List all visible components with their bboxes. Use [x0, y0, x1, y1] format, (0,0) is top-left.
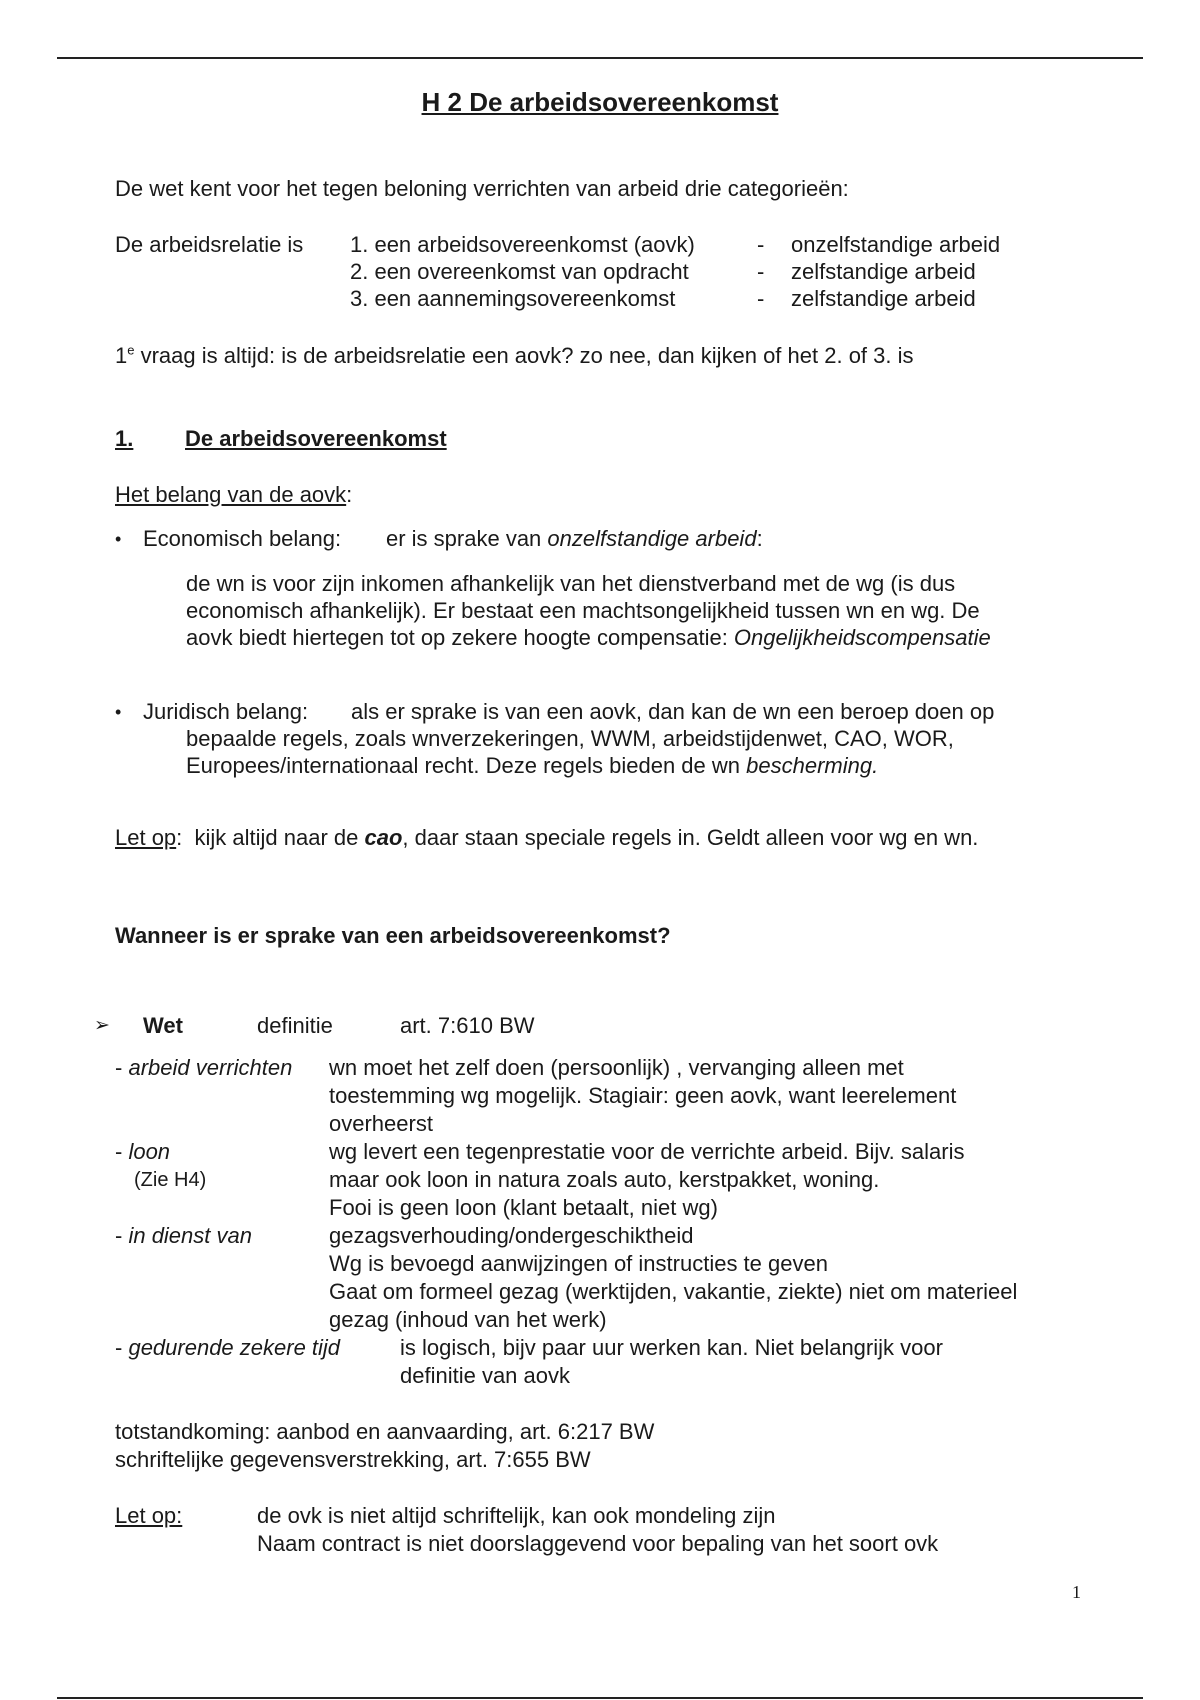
category-1-name: 1. een arbeidsovereenkomst (aovk) — [350, 232, 695, 257]
totstandkoming: totstandkoming: aanbod en aanvaarding, art. 6:217 BW — [115, 1419, 655, 1444]
criterion-dienst-line: Gaat om formeel gezag (werktijden, vakantie, ziekte) niet om materieel — [329, 1279, 1018, 1304]
juridical-line-2: bepaalde regels, zoals wnverzekeringen, WWM, arbeidstijdenwet, CAO, WOR, — [186, 726, 954, 751]
bottom-rule — [57, 1697, 1143, 1699]
wanneer-heading: Wanneer is er sprake van een arbeidsovereenkomst? — [115, 923, 671, 948]
page-title: H 2 De arbeidsovereenkomst — [421, 87, 779, 117]
section-1-title: De arbeidsovereenkomst — [185, 426, 447, 451]
schriftelijke-gegevens: schriftelijke gegevensverstrekking, art. 7:655 BW — [115, 1447, 591, 1472]
criterion-tijd-line: is logisch, bijv paar uur werken kan. Niet belangrijk voor — [400, 1335, 943, 1360]
criterion-loon-line: Fooi is geen loon (klant betaalt, niet wg) — [329, 1195, 718, 1220]
bullet-dot: • — [115, 702, 122, 722]
criterion-loon-label: - loon — [115, 1139, 171, 1164]
juridical-line-3: Europees/internationaal recht. Deze regels bieden de wn bescherming. — [186, 753, 879, 778]
juridical-label: Juridisch belang: — [143, 699, 309, 724]
category-2-dash: - — [757, 259, 765, 284]
category-2-type: zelfstandige arbeid — [791, 259, 976, 284]
category-2-name: 2. een overeenkomst van opdracht — [350, 259, 689, 284]
wet-article: art. 7:610 BW — [400, 1013, 535, 1038]
wet-label: Wet — [143, 1013, 183, 1038]
criterion-dienst-line: gezagsverhouding/ondergeschiktheid — [329, 1223, 694, 1248]
criterion-tijd-line: definitie van aovk — [400, 1363, 570, 1388]
criterion-arbeid-line: toestemming wg mogelijk. Stagiair: geen aovk, want leerelement — [329, 1083, 957, 1108]
criterion-dienst-line: gezag (inhoud van het werk) — [329, 1307, 607, 1332]
category-1-type: onzelfstandige arbeid — [791, 232, 1001, 257]
intro-text: De wet kent voor het tegen beloning verrichten van arbeid drie categorieën: — [115, 176, 849, 201]
criterion-arbeid-label: - arbeid verrichten — [115, 1055, 293, 1080]
criterion-arbeid-line: overheerst — [329, 1111, 433, 1136]
criterion-dienst-label: - in dienst van — [115, 1223, 252, 1248]
category-3-dash: - — [757, 286, 765, 311]
arrow-icon: ➢ — [94, 1015, 110, 1036]
criterion-loon-line: wg levert een tegenprestatie voor de verrichte arbeid. Bijv. salaris — [329, 1139, 965, 1164]
economic-label: Economisch belang: — [143, 526, 342, 551]
relation-label: De arbeidsrelatie is — [115, 232, 304, 257]
category-3-type: zelfstandige arbeid — [791, 286, 976, 311]
letop-line-2: Naam contract is niet doorslaggevend voor bepaling van het soort ovk — [257, 1531, 939, 1556]
economic-lead: er is sprake van onzelfstandige arbeid: — [386, 526, 763, 551]
first-question: 1e vraag is altijd: is de arbeidsrelatie een aovk? zo nee, dan kijken of het 2. of 3. is — [115, 342, 914, 368]
letop-line-1: de ovk is niet altijd schriftelijk, kan ook mondeling zijn — [257, 1503, 776, 1528]
letop-label: Let op: — [115, 1503, 183, 1528]
juridical-line-1: als er sprake is van een aovk, dan kan de wn een beroep doen op — [351, 699, 995, 724]
economic-line-1: de wn is voor zijn inkomen afhankelijk van het dienstverband met de wg (is dus — [186, 571, 956, 596]
criterion-loon-line: maar ook loon in natura zoals auto, kerstpakket, woning. — [329, 1167, 880, 1192]
criterion-tijd-label: - gedurende zekere tijd — [115, 1335, 341, 1360]
economic-line-2: economisch afhankelijk). Er bestaat een machtsongelijkheid tussen wn en wg. De — [186, 598, 980, 623]
belang-heading: Het belang van de aovk: — [115, 482, 353, 507]
letop-cao: Let op: kijk altijd naar de cao, daar staan speciale regels in. Geldt alleen voor wg en wn. — [115, 825, 979, 850]
criterion-dienst-line: Wg is bevoegd aanwijzingen of instructies te geven — [329, 1251, 828, 1276]
economic-line-3: aovk biedt hiertegen tot op zekere hoogte compensatie: Ongelijkheidscompensatie — [186, 625, 991, 650]
criterion-loon-sub: (Zie H4) — [134, 1169, 207, 1191]
page-number: 1 — [1072, 1582, 1081, 1602]
category-3-name: 3. een aannemingsovereenkomst — [350, 286, 676, 311]
top-rule — [57, 57, 1143, 59]
category-1-dash: - — [757, 232, 765, 257]
criterion-arbeid-line: wn moet het zelf doen (persoonlijk) , vervanging alleen met — [329, 1055, 904, 1080]
wet-definitie: definitie — [257, 1013, 333, 1038]
section-1-number: 1. — [115, 426, 134, 451]
bullet-dot: • — [115, 529, 122, 549]
